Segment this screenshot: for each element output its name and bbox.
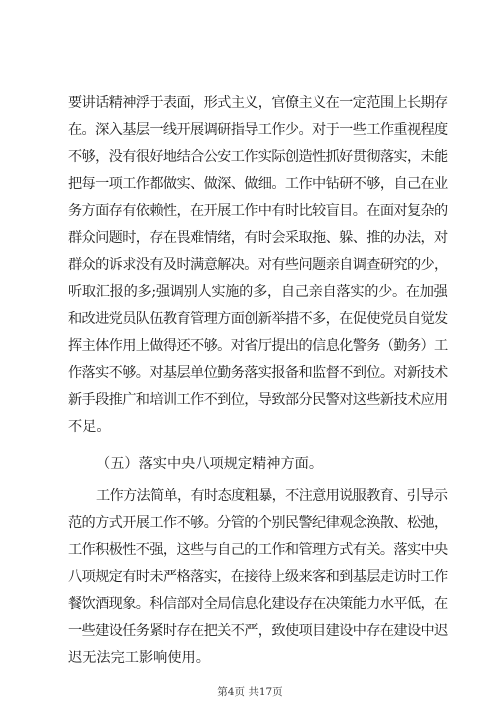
paragraph-line: 不足。 — [68, 419, 111, 435]
paragraph-line: 务方面存有依赖性，在开展工作中有时比较盲目。在面对复杂的 — [68, 203, 448, 219]
paragraph-line: 在。深入基层一线开展调研指导工作少。对于一些工作重视程度 — [68, 122, 448, 138]
paragraph-line: 一些建设任务紧时存在把关不严，致使项目建设中存在建设中迟 — [68, 623, 448, 639]
paragraph-line: 餐饮酒现象。科信部对全局信息化建设存在决策能力水平低，在 — [68, 596, 448, 612]
paragraph-line: 听取汇报的多;强调别人实施的多，自己亲自落实的少。在加强 — [68, 284, 448, 300]
paragraph-line: 新手段推广和培训工作不到位，导致部分民警对这些新技术应用 — [68, 392, 448, 408]
paragraph-line: 八项规定有时未严格落实，在接待上级来客和到基层走访时工作 — [68, 569, 448, 585]
paragraph-line: 不够，没有很好地结合公安工作实际创造性抓好贯彻落实，未能 — [68, 149, 448, 165]
paragraph-line: 工作方法简单，有时态度粗暴，不注意用说服教育、引导示 — [96, 488, 448, 504]
paragraph-line: 群众的诉求没有及时满意解决。对有些问题亲自调查研究的少， — [68, 257, 448, 273]
paragraph-line: 把每一项工作都做实、做深、做细。工作中钻研不够，自己在业 — [68, 176, 448, 192]
section-heading: （五）落实中央八项规定精神方面。 — [96, 456, 324, 472]
paragraph-line: 工作积极性不强，这些与自己的工作和管理方式有关。落实中央 — [68, 542, 448, 558]
paragraph-line: 迟无法完工影响使用。 — [68, 650, 210, 666]
paragraph-line: 要讲话精神浮于表面，形式主义，官僚主义在一定范围上长期存 — [68, 95, 448, 111]
paragraph-line: 群众问题时，存在畏难情绪，有时会采取拖、躲、推的办法，对 — [68, 230, 448, 246]
paragraph-line: 作落实不够。对基层单位勤务落实报备和监督不到位。对新技术 — [68, 365, 448, 381]
paragraph-line: 和改进党员队伍教育管理方面创新举措不多，在促使党员自觉发 — [68, 311, 448, 327]
page-number-footer: 第4页 共17页 — [217, 686, 283, 698]
paragraph-line: 范的方式开展工作不够。分管的个别民警纪律观念涣散、松弛， — [68, 515, 448, 531]
paragraph-line: 挥主体作用上做得还不够。对省厅提出的信息化警务（勤务）工 — [68, 338, 448, 354]
